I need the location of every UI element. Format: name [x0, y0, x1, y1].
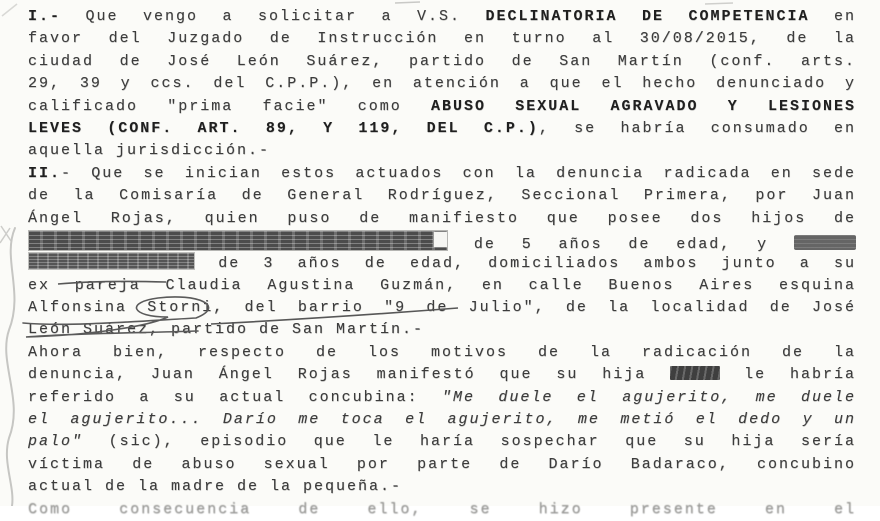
text-line [28, 476, 856, 498]
scan-speck [395, 2, 420, 3]
text-segment: ciudad de José León Suárez, partido de San Martín (conf. arts. [28, 52, 856, 70]
italic-quote-segment: palo" [28, 433, 84, 451]
text-line [28, 96, 856, 118]
redaction-bar-long [28, 230, 448, 251]
text-segment: de 5 años de edad, y [448, 235, 794, 253]
text-line [28, 319, 856, 341]
margin-curve-mark [6, 228, 15, 506]
redaction-bar-short [794, 235, 856, 250]
text-line [28, 6, 856, 28]
text-segment: - Que se inician estos actuados con la denuncia radicada en sede [61, 164, 856, 182]
text-segment: aquella jurisdicción.- [28, 142, 271, 160]
document-text-block [28, 6, 856, 521]
text-line [28, 431, 856, 453]
text-line [28, 51, 856, 73]
text-line [28, 275, 856, 297]
text-segment: en [809, 8, 856, 25]
italic-quote-segment: el agujerito... Darío me toca el agujerito, me metió el dedo y un [28, 411, 856, 429]
text-line [28, 140, 856, 162]
text-line [28, 185, 856, 207]
text-segment: , se habría consumado en [538, 119, 856, 137]
text-segment: víctima de abuso sexual por parte de Darío Badaraco, concubino [28, 455, 856, 473]
text-segment: Como consecuencia de ello, se hizo presente en el [28, 500, 856, 518]
text-line [28, 454, 856, 476]
text-line [28, 364, 856, 386]
margin-x-mark [0, 226, 11, 243]
text-segment: de la Comisaría de General Rodríguez, Seccional Primera, por Juan [28, 187, 856, 205]
text-line [28, 118, 856, 140]
text-segment: calificado "prima facie" como [28, 97, 431, 115]
bold-segment: I.- [28, 8, 62, 25]
scan-speck [705, 3, 733, 4]
redaction-bar-medium [28, 252, 195, 270]
text-segment: le habría [720, 366, 856, 384]
text-segment: Ahora bien, respecto de los motivos de la radicación de la [28, 343, 856, 361]
text-segment: Que vengo a solicitar a V.S. [61, 8, 486, 25]
text-segment: Alfonsina Storni, del barrio "9 de Julio", de la localidad de José [28, 299, 856, 317]
text-segment: León Suárez, partido de San Martín.- [28, 321, 425, 339]
text-line [28, 297, 856, 319]
text-line [28, 387, 856, 409]
scan-speck [2, 4, 17, 16]
text-line [28, 208, 856, 230]
text-line [28, 230, 856, 252]
text-line [28, 73, 856, 95]
italic-quote-segment: "Me duele el agujerito, me duele [442, 388, 856, 406]
text-segment: actual de la madre de la pequeña.- [28, 478, 403, 496]
text-line-clipped [28, 499, 856, 521]
text-segment: ex pareja Claudia Agustina Guzmán, en calle Buenos Aires esquina [28, 276, 856, 294]
text-line [28, 409, 856, 431]
text-segment: 29, 39 y ccs. del C.P.P.), en atención a que el hecho denunciado y [28, 75, 856, 93]
text-segment: denuncia, Juan Ángel Rojas manifestó que su hija [28, 366, 671, 384]
text-segment: Ángel Rojas, quien puso de manifiesto que posee dos hijos de [28, 209, 856, 227]
bold-segment: II. [28, 164, 62, 182]
bold-segment: ABUSO SEXUAL AGRAVADO Y LESIONES [431, 97, 856, 115]
redaction-bar-inline [670, 366, 720, 380]
bold-segment: LEVES (CONF. ART. 89, Y 119, DEL C.P.) [28, 119, 539, 137]
text-line [28, 28, 856, 50]
text-line [28, 163, 856, 185]
text-segment: favor del Juzgado de Instrucción en turno al 30/08/2015, de la [28, 30, 856, 48]
text-line [28, 342, 856, 364]
text-line [28, 252, 856, 274]
text-segment: de 3 años de edad, domiciliados ambos junto a su [195, 255, 856, 273]
bold-segment: DECLINATORIA DE COMPETENCIA [485, 8, 810, 25]
text-segment: (sic), episodio que le haría sospechar que su hija sería [83, 433, 856, 451]
text-segment: referido a su actual concubina: [28, 388, 442, 406]
